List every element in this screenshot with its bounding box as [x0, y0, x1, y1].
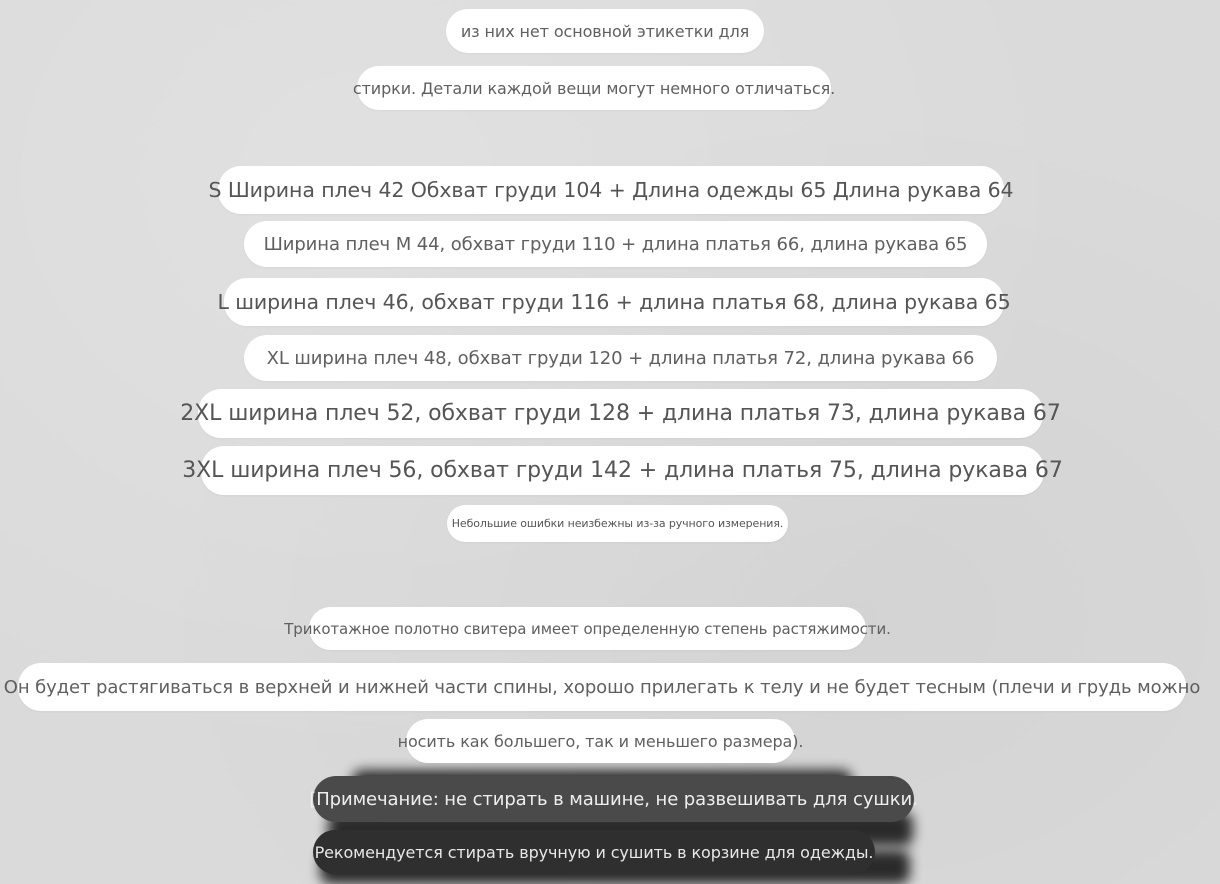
- intro-line-2: стирки. Детали каждой вещи могут немного отличаться.: [357, 66, 831, 110]
- size-row-2xl: 2XL ширина плеч 52, обхват груди 128 + длина платья 73, длина рукава 67: [198, 389, 1043, 438]
- fabric-line-2: Он будет растягиваться в верхней и нижней части спины, хорошо прилегать к телу и не будет тесным (плечи и грудь можно: [18, 663, 1186, 711]
- size-row-l: L ширина плеч 46, обхват груди 116 + длина платья 68, длина рукава 65: [224, 278, 1004, 326]
- fabric-line-3: носить как большего, так и меньшего размера).: [406, 719, 795, 763]
- size-row-xl: XL ширина плеч 48, обхват груди 120 + длина платья 72, длина рукава 66: [244, 335, 997, 381]
- size-row-m: Ширина плеч M 44, обхват груди 110 + длина платья 66, длина рукава 65: [244, 221, 987, 267]
- intro-line-1: из них нет основной этикетки для: [446, 9, 764, 53]
- care-note-line-1: [Примечание: не стирать в машине, не развешивать для сушки.: [313, 776, 914, 822]
- size-row-s: S Ширина плеч 42 Обхват груди 104 + Длина одежды 65 Длина рукава 64: [218, 166, 1004, 214]
- size-row-3xl: 3XL ширина плеч 56, обхват груди 142 + длина платья 75, длина рукава 67: [201, 446, 1044, 495]
- care-note-line-2: Рекомендуется стирать вручную и сушить в корзине для одежды.: [313, 830, 875, 874]
- fabric-line-1: Трикотажное полотно свитера имеет определенную степень растяжимости.: [309, 607, 866, 650]
- measurement-note: Небольшие ошибки неизбежны из-за ручного измерения.: [447, 505, 788, 542]
